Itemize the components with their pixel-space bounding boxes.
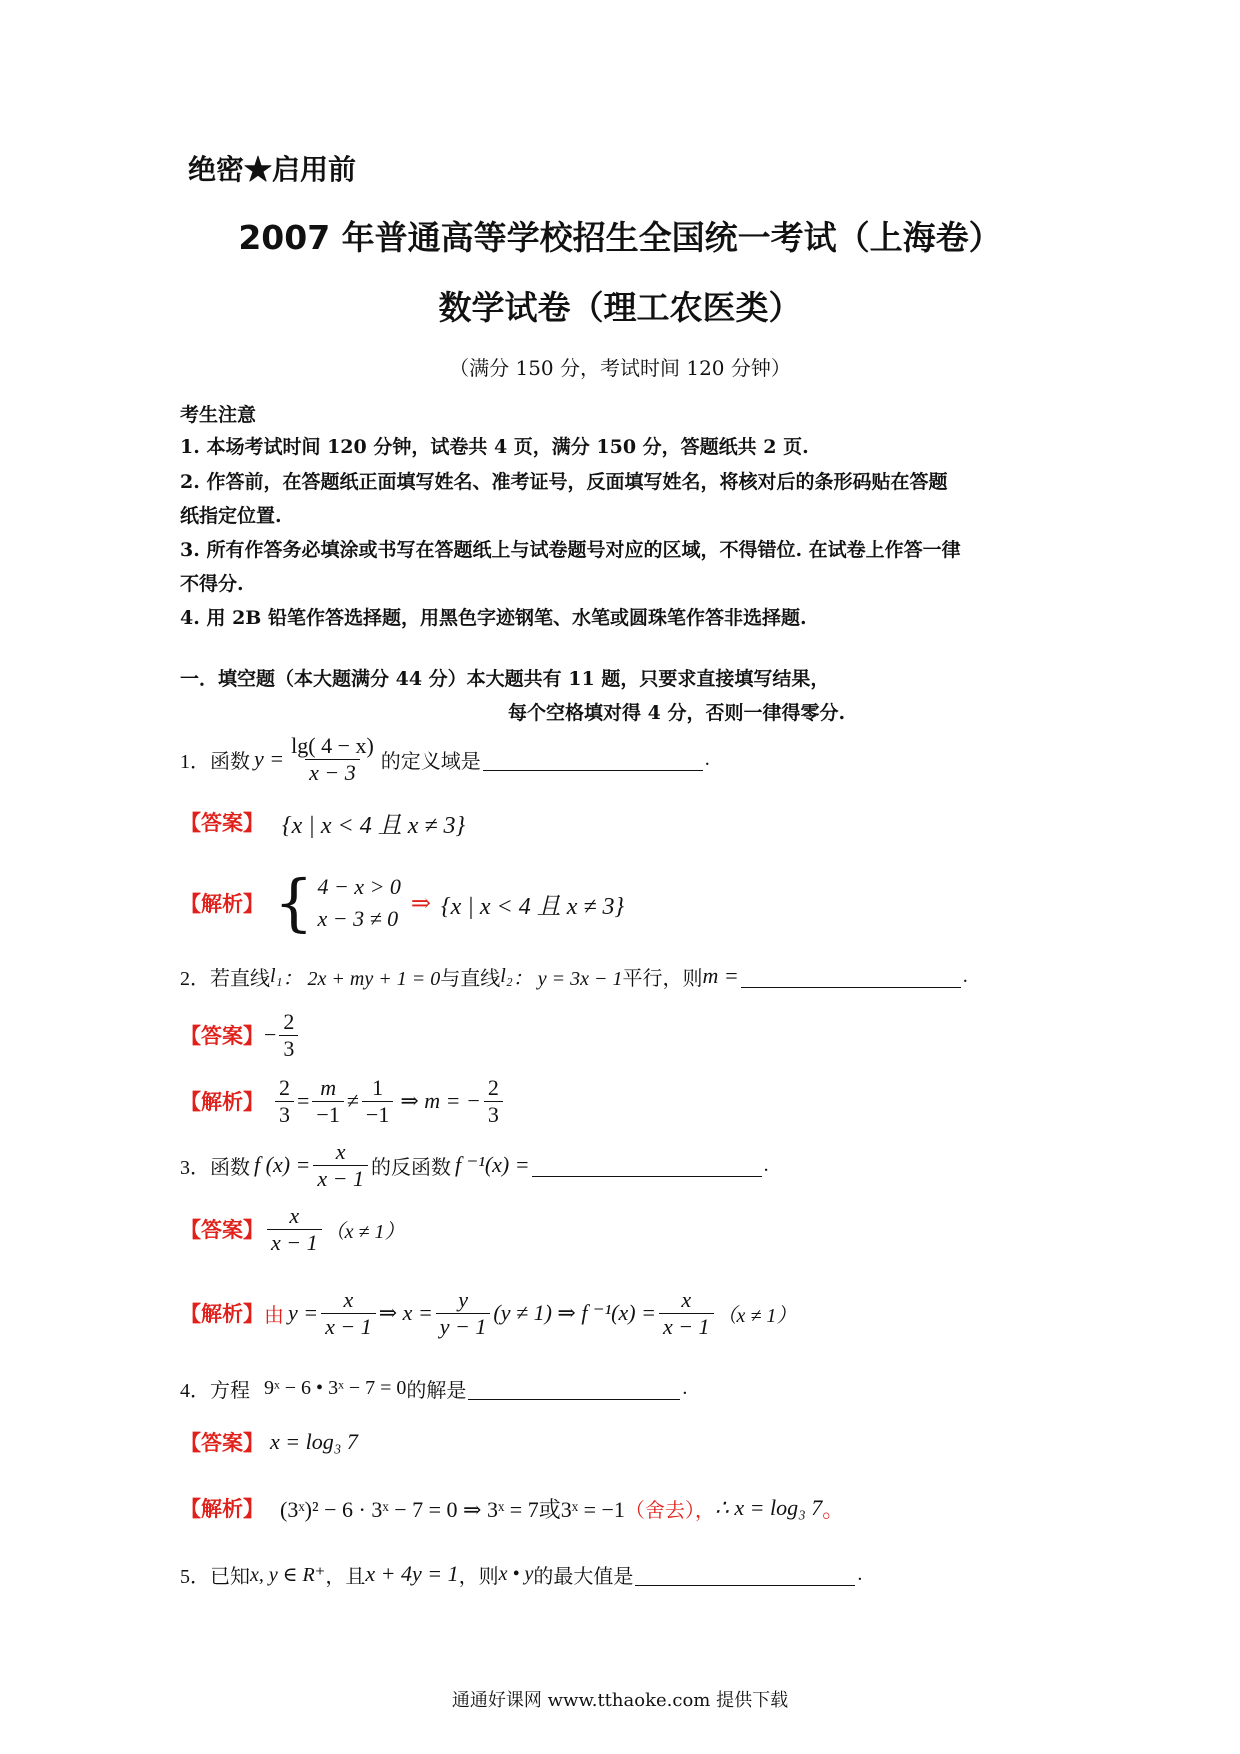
exam-title: 2007 年普通高等学校招生全国统一考试（上海卷） — [238, 218, 1002, 257]
operator: ≠ — [346, 1088, 359, 1113]
fraction — [484, 1075, 503, 1128]
math-expr: x + 4y = 1 — [365, 1561, 459, 1586]
q1-analysis — [180, 866, 624, 940]
math-expr: x, y ∈ R⁺ — [250, 1563, 326, 1586]
fraction — [321, 1287, 376, 1340]
period: . — [962, 964, 968, 987]
question-text: 平行，则 — [622, 967, 703, 990]
fraction — [312, 1075, 343, 1128]
question-number: 4． — [180, 1379, 210, 1402]
question-number: 3． — [180, 1156, 210, 1179]
fraction-denominator: x − 3 — [305, 759, 360, 786]
question-2 — [180, 958, 968, 994]
fraction-numerator: lg( 4 − x) — [291, 732, 374, 758]
question-text: 的最大值是 — [533, 1565, 634, 1588]
footer-text: 通通好课网 www.tthaoke.com 提供下载 — [451, 1690, 789, 1711]
notice-item-1: 1. 本场考试时间 120 分钟，试卷共 4 页，满分 150 分，答题纸共 2 页. — [180, 436, 809, 458]
analysis-text: 由 — [264, 1304, 284, 1327]
brace-icon: { — [274, 866, 314, 939]
question-text: ，且 — [325, 1565, 366, 1588]
analysis-label: 【解析】 — [180, 891, 264, 916]
section-title-cont: 每个空格填对得 4 分，否则一律得零分. — [508, 702, 846, 724]
minus-sign: − — [264, 1022, 277, 1047]
fraction — [659, 1287, 714, 1340]
answer-expr: {x | x < 4 且 x ≠ 3} — [282, 812, 466, 839]
math-expr: m = — [702, 963, 739, 988]
question-number: 5． — [180, 1565, 210, 1588]
analysis-label: 【解析】 — [180, 1090, 264, 1114]
math-expr: (3ˣ)² − 6 · 3ˣ − 7 = 0 ⇒ 3ˣ = 7或3ˣ = −1 — [280, 1496, 625, 1522]
fraction-numerator: m — [320, 1074, 337, 1100]
fraction-denominator: −1 — [362, 1101, 393, 1128]
notice-item-3: 3. 所有作答务必填涂或书写在答题纸上与试卷题号对应的区域，不得错位. 在试卷上作答一律 — [180, 539, 961, 561]
math-expr: f (x) = — [254, 1152, 311, 1177]
question-1 — [180, 726, 710, 792]
math-expr: ∴ x = log₃ 7 — [714, 1495, 823, 1520]
answer-blank — [741, 965, 961, 988]
answer-blank — [483, 748, 703, 771]
fraction — [279, 1009, 298, 1062]
fraction-denominator: x − 1 — [659, 1313, 714, 1340]
analysis-label: 【解析】 — [180, 1497, 264, 1521]
fraction-denominator: 3 — [484, 1101, 503, 1128]
fraction-denominator: x − 1 — [313, 1165, 368, 1192]
question-number: 1． — [180, 750, 210, 773]
fraction-numerator: 2 — [487, 1074, 499, 1100]
line-name: l₁ — [270, 964, 283, 987]
fraction-numerator: 1 — [372, 1074, 384, 1100]
operator: = — [297, 1088, 310, 1113]
question-text: 函数 — [210, 1156, 250, 1179]
fraction — [267, 1203, 322, 1256]
math-expr: x • y — [498, 1562, 534, 1585]
secret-mark: 绝密★启用前 — [188, 153, 357, 186]
math-expr: (y ≠ 1) ⇒ f ⁻¹(x) = — [493, 1300, 656, 1325]
fraction-denominator: y − 1 — [436, 1313, 491, 1340]
fraction-numerator: 2 — [279, 1074, 290, 1100]
q4-analysis — [180, 1488, 844, 1528]
question-text: 方程 — [210, 1379, 250, 1402]
fraction-numerator: 2 — [283, 1008, 295, 1034]
system-line: 4 − x > 0 — [317, 874, 401, 899]
note-text: （舍去）， — [624, 1499, 715, 1522]
fraction-denominator: x − 1 — [321, 1313, 376, 1340]
question-number: 2． — [180, 967, 210, 990]
fraction — [287, 733, 378, 786]
analysis-label: 【解析】 — [180, 1302, 264, 1326]
math-expr: ： 2x + my + 1 = 0 — [282, 967, 441, 990]
condition: （x ≠ 1） — [324, 1220, 405, 1243]
answer-label: 【答案】 — [180, 1218, 264, 1242]
answer-label: 【答案】 — [180, 810, 264, 835]
period: . — [682, 1376, 688, 1399]
q4-answer — [180, 1422, 358, 1462]
fraction-denominator: −1 — [312, 1101, 343, 1128]
q3-answer — [180, 1198, 404, 1260]
analysis-result: {x | x < 4 且 x ≠ 3} — [441, 893, 625, 920]
period: . — [763, 1153, 769, 1176]
notice-heading: 考生注意 — [180, 404, 257, 426]
condition: （x ≠ 1） — [716, 1304, 797, 1327]
question-5 — [180, 1556, 862, 1592]
line-name: l₂ — [500, 964, 513, 987]
period: . — [704, 747, 710, 770]
answer-expr: x = log₃ 7 — [270, 1429, 358, 1454]
exam-info: （满分 150 分，考试时间 120 分钟） — [449, 356, 791, 380]
fraction — [275, 1075, 294, 1128]
question-text: 若直线 — [210, 967, 270, 990]
exam-subtitle: 数学试卷（理工农医类） — [438, 288, 802, 327]
math-expr: y = — [288, 1300, 319, 1325]
fraction-numerator: x — [335, 1138, 346, 1164]
fraction-numerator: x — [343, 1286, 354, 1312]
notice-item-2-cont: 纸指定位置. — [180, 505, 282, 527]
notice-item-3-cont: 不得分. — [180, 573, 244, 595]
q2-answer — [180, 1004, 301, 1066]
fraction-denominator: 3 — [275, 1101, 294, 1128]
answer-label: 【答案】 — [180, 1024, 264, 1048]
question-text: 的定义域是 — [380, 750, 481, 773]
answer-blank — [532, 1154, 762, 1177]
answer-blank — [468, 1377, 680, 1400]
answer-label: 【答案】 — [180, 1431, 264, 1455]
q1-answer — [180, 802, 465, 842]
fraction-numerator: x — [289, 1202, 300, 1228]
q3-analysis — [180, 1282, 796, 1344]
math-expr: ： y = 3x − 1 — [512, 967, 623, 990]
answer-blank — [635, 1563, 855, 1586]
notice-item-4: 4. 用 2B 铅笔作答选择题，用黑色字迹钢笔、水笔或圆珠笔作答非选择题. — [180, 607, 807, 629]
system-line: x − 3 ≠ 0 — [317, 906, 399, 931]
fraction — [362, 1075, 393, 1128]
question-4 — [180, 1370, 687, 1406]
period: 。 — [822, 1496, 845, 1522]
equation-system — [274, 866, 401, 939]
math-expr: f ⁻¹(x) = — [455, 1152, 530, 1177]
question-3 — [180, 1134, 769, 1196]
question-text: 的解是 — [406, 1379, 467, 1402]
fraction — [313, 1139, 368, 1192]
math-expr: y = — [254, 746, 285, 771]
math-expr: 9ˣ − 6 • 3ˣ − 7 = 0 — [264, 1376, 407, 1399]
fraction-denominator: x − 1 — [267, 1229, 322, 1256]
fraction-numerator: x — [681, 1286, 692, 1312]
question-text: 已知 — [210, 1565, 250, 1588]
period: . — [857, 1562, 863, 1585]
fraction-denominator: 3 — [279, 1035, 298, 1062]
fraction — [436, 1287, 491, 1340]
q2-analysis — [180, 1070, 506, 1132]
fraction-numerator: y — [458, 1286, 468, 1312]
notice-item-2: 2. 作答前，在答题纸正面填写姓名、准考证号，反面填写姓名，将核对后的条形码贴在答题 — [180, 471, 948, 493]
question-text: 函数 — [210, 750, 250, 773]
section-title: 一．填空题（本大题满分 44 分）本大题共有 11 题，只要求直接填写结果， — [180, 668, 830, 690]
math-expr: ⇒ x = — [378, 1300, 433, 1325]
operator: ⇒ m = − — [400, 1088, 481, 1113]
question-text: 与直线 — [440, 967, 501, 990]
implies-arrow: ⇒ — [410, 890, 432, 917]
question-text: ，则 — [458, 1565, 499, 1588]
question-text: 的反函数 — [371, 1156, 451, 1179]
